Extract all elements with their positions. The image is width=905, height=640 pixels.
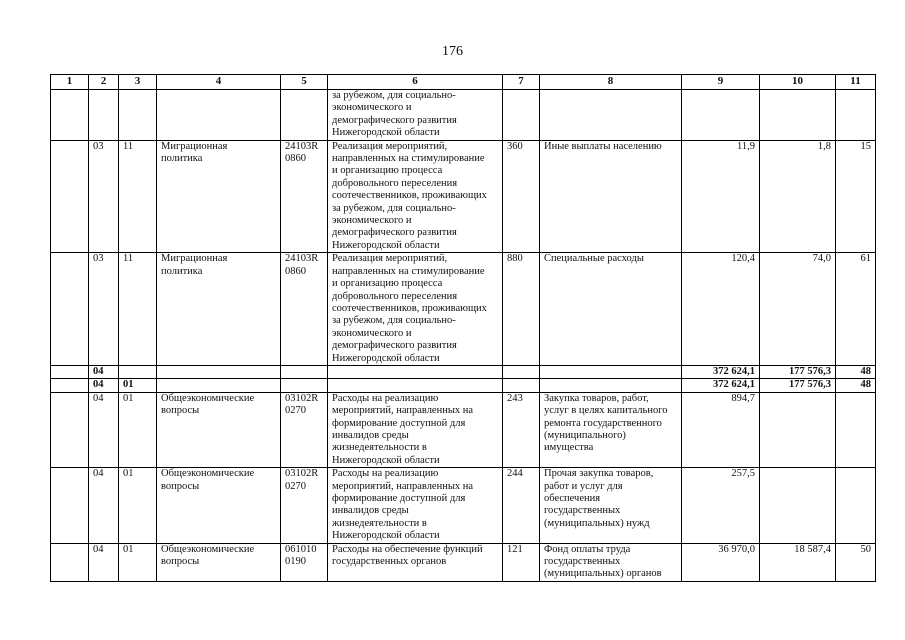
table-cell-c1 — [51, 543, 89, 581]
header-cell: 3 — [119, 75, 157, 90]
table-cell-c8 — [540, 365, 682, 378]
header-cell: 2 — [89, 75, 119, 90]
header-cell: 7 — [503, 75, 540, 90]
table-row — [51, 468, 876, 543]
table-cell-c2 — [89, 90, 119, 141]
table-row — [51, 253, 876, 366]
table-cell-c10: 18 587,4 — [760, 543, 836, 581]
table-row — [51, 365, 876, 378]
table-cell-c1 — [51, 90, 89, 141]
table-cell-c9: 36 970,0 — [682, 543, 760, 581]
table-cell-c8 — [540, 90, 682, 141]
header-cell: 4 — [157, 75, 281, 90]
table-cell-c5: 24103R 0860 — [281, 140, 328, 253]
table-cell-c3 — [119, 365, 157, 378]
table-cell-c4 — [157, 379, 281, 392]
table-cell-c7 — [503, 365, 540, 378]
table-cell-c11: 15 — [836, 140, 876, 253]
table-cell-c1 — [51, 365, 89, 378]
table-cell-c7 — [503, 379, 540, 392]
table-cell-c4: Миграционная политика — [157, 140, 281, 253]
table-cell-c11: 61 — [836, 253, 876, 366]
table-cell-c9: 120,4 — [682, 253, 760, 366]
table-cell-c3: 01 — [119, 392, 157, 467]
table-cell-c9: 894,7 — [682, 392, 760, 467]
table-cell-c11: 48 — [836, 365, 876, 378]
table-cell-c1 — [51, 392, 89, 467]
table-cell-c9: 257,5 — [682, 468, 760, 543]
table-cell-c5 — [281, 365, 328, 378]
table-cell-c9: 372 624,1 — [682, 365, 760, 378]
table-cell-c1 — [51, 253, 89, 366]
header-cell: 9 — [682, 75, 760, 90]
table-row — [51, 392, 876, 467]
table-cell-c6 — [328, 379, 503, 392]
table-cell-c5 — [281, 90, 328, 141]
table-cell-c5 — [281, 379, 328, 392]
table-cell-c7: 244 — [503, 468, 540, 543]
table-cell-c1 — [51, 140, 89, 253]
table-cell-c3: 11 — [119, 253, 157, 366]
table-cell-c4: Общеэкономические вопросы — [157, 543, 281, 581]
table-cell-c10: 74,0 — [760, 253, 836, 366]
table-cell-c2: 04 — [89, 392, 119, 467]
table-cell-c8 — [540, 379, 682, 392]
table-cell-c8: Закупка товаров, работ, услуг в целях капитального ремонта государственного (муниципального) имущества — [540, 392, 682, 467]
header-row — [51, 75, 876, 90]
table-cell-c2: 04 — [89, 543, 119, 581]
table-cell-c11 — [836, 392, 876, 467]
table-cell-c9: 372 624,1 — [682, 379, 760, 392]
table-cell-c11 — [836, 468, 876, 543]
table-cell-c10 — [760, 392, 836, 467]
table-row — [51, 140, 876, 253]
table-cell-c5: 03102R 0270 — [281, 392, 328, 467]
table-cell-c11 — [836, 90, 876, 141]
table-cell-c10 — [760, 468, 836, 543]
table-cell-c10 — [760, 90, 836, 141]
table-cell-c3 — [119, 90, 157, 141]
table-cell-c7 — [503, 90, 540, 141]
table-cell-c6: за рубежом, для социально- экономического и демографического развития Нижегородской области — [328, 90, 503, 141]
table-cell-c1 — [51, 379, 89, 392]
table-cell-c6: Расходы на обеспечение функций государственных органов — [328, 543, 503, 581]
table-row — [51, 543, 876, 581]
budget-table — [50, 74, 876, 582]
table-cell-c6: Расходы на реализацию мероприятий, направленных на формирование доступной для инвалидов среды жизнедеятельности в Нижегородской области — [328, 468, 503, 543]
table-cell-c8: Прочая закупка товаров, работ и услуг для обеспечения государственных (муниципальных) нужд — [540, 468, 682, 543]
table-cell-c4: Общеэкономические вопросы — [157, 392, 281, 467]
table-cell-c4 — [157, 365, 281, 378]
table-cell-c2: 04 — [89, 379, 119, 392]
table-cell-c10: 177 576,3 — [760, 379, 836, 392]
table-cell-c5: 24103R 0860 — [281, 253, 328, 366]
header-cell: 8 — [540, 75, 682, 90]
table-cell-c11: 50 — [836, 543, 876, 581]
table-row — [51, 90, 876, 141]
table-cell-c10: 1,8 — [760, 140, 836, 253]
table-cell-c6 — [328, 365, 503, 378]
header-cell: 5 — [281, 75, 328, 90]
table-cell-c6: Расходы на реализацию мероприятий, направленных на формирование доступной для инвалидов среды жизнедеятельности в Нижегородской области — [328, 392, 503, 467]
table-cell-c2: 04 — [89, 365, 119, 378]
table-cell-c4: Миграционная политика — [157, 253, 281, 366]
header-cell: 1 — [51, 75, 89, 90]
header-cell: 6 — [328, 75, 503, 90]
table-cell-c3: 01 — [119, 543, 157, 581]
page-number: 176 — [442, 44, 463, 59]
table-cell-c9: 11,9 — [682, 140, 760, 253]
table-cell-c7: 121 — [503, 543, 540, 581]
table-cell-c2: 04 — [89, 468, 119, 543]
table-cell-c8: Специальные расходы — [540, 253, 682, 366]
table-cell-c5: 061010 0190 — [281, 543, 328, 581]
table-cell-c7: 360 — [503, 140, 540, 253]
table-cell-c3: 11 — [119, 140, 157, 253]
table-cell-c7: 243 — [503, 392, 540, 467]
table-cell-c4 — [157, 90, 281, 141]
table-cell-c9 — [682, 90, 760, 141]
header-cell: 10 — [760, 75, 836, 90]
table-cell-c11: 48 — [836, 379, 876, 392]
table-cell-c8: Фонд оплаты труда государственных (муниципальных) органов — [540, 543, 682, 581]
table-cell-c1 — [51, 468, 89, 543]
table-cell-c10: 177 576,3 — [760, 365, 836, 378]
table-cell-c6: Реализация мероприятий, направленных на стимулирование и организацию процесса добровольного переселения соотечественников, проживающих за рубежом, для социально- экономического и демографического развития Нижегородской области — [328, 140, 503, 253]
table-row — [51, 379, 876, 392]
table-cell-c5: 03102R 0270 — [281, 468, 328, 543]
table-cell-c2: 03 — [89, 253, 119, 366]
table-cell-c3: 01 — [119, 468, 157, 543]
table-cell-c8: Иные выплаты населению — [540, 140, 682, 253]
table-cell-c4: Общеэкономические вопросы — [157, 468, 281, 543]
table-cell-c3: 01 — [119, 379, 157, 392]
header-cell: 11 — [836, 75, 876, 90]
table-cell-c7: 880 — [503, 253, 540, 366]
table-cell-c6: Реализация мероприятий, направленных на стимулирование и организацию процесса добровольного переселения соотечественников, проживающих за рубежом, для социально- экономического и демографического развития Нижегородской области — [328, 253, 503, 366]
table-cell-c2: 03 — [89, 140, 119, 253]
